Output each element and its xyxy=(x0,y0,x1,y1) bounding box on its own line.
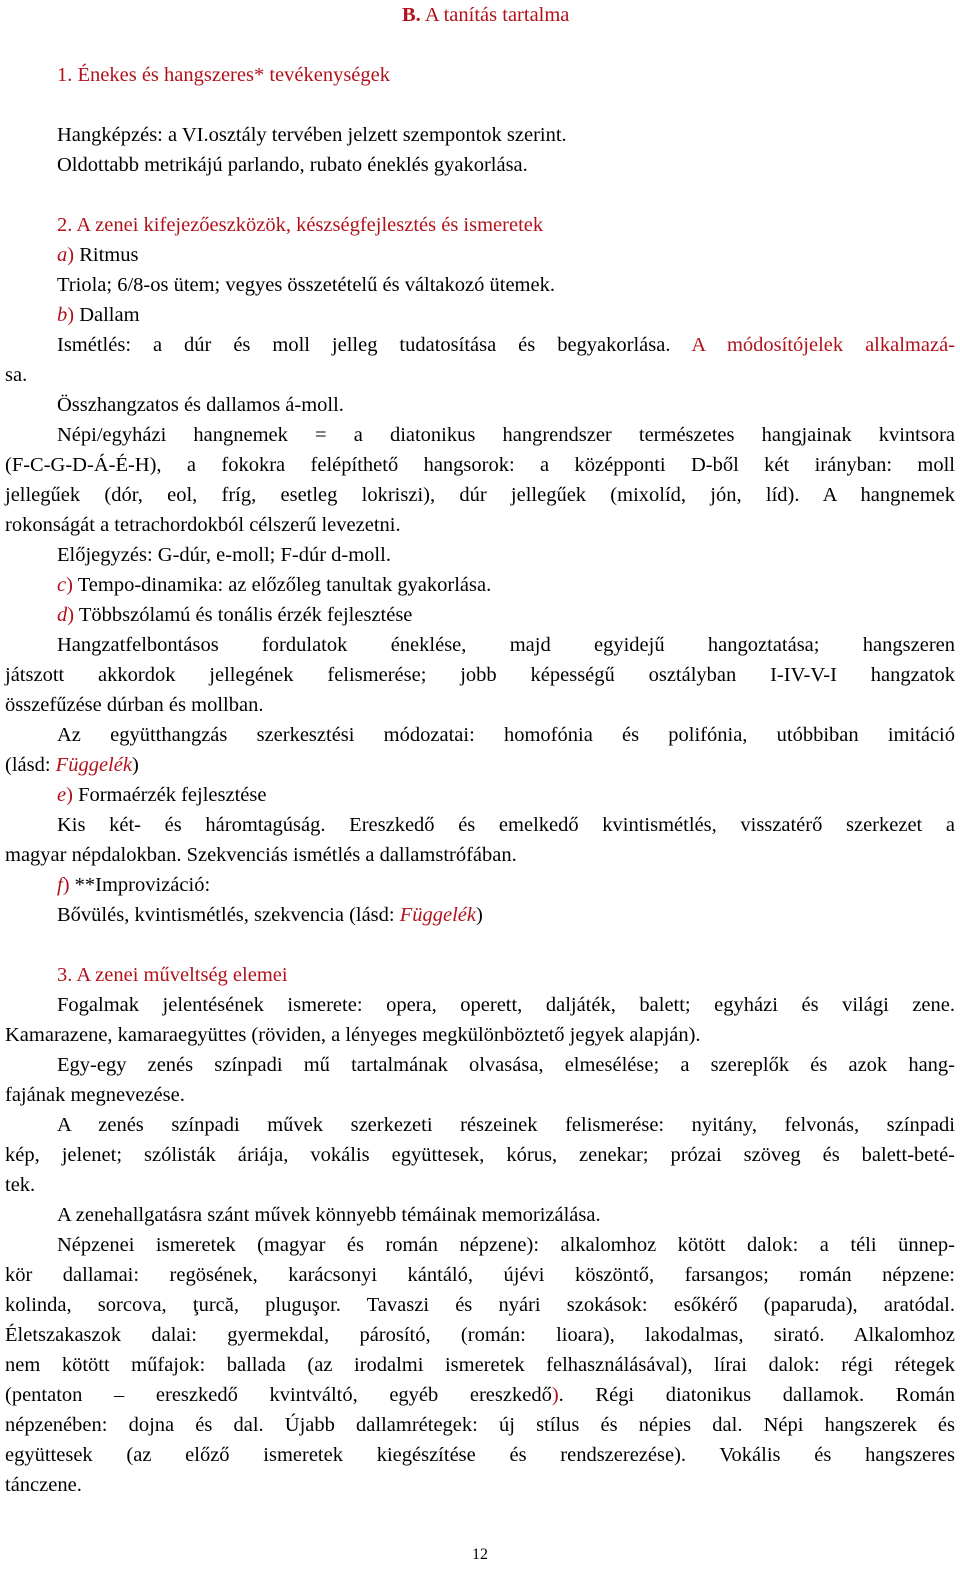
subsection-b-line-3: Összhangzatos és dallamos á-moll. xyxy=(57,394,344,416)
folk-line-1: Népzenei ismeretek (magyar és román népzene): alkalomhoz kötött dalok: a téli ünnep- xyxy=(57,1234,955,1256)
folk-line-2: kör dallamai: regösének, karácsonyi kántáló, újévi köszöntő, farsangos; román népzene: xyxy=(5,1264,955,1286)
subsection-d-heading: d) Többszólamú és tonális érzék fejlesztése xyxy=(57,604,413,626)
section-3-title: A zenei műveltség elemei xyxy=(76,964,288,986)
subsection-e-letter: e xyxy=(57,784,67,806)
folk-line-6: (pentaton – ereszkedő kvintváltó, egyéb ereszkedő). Régi diatonikus dallamok. Román xyxy=(5,1384,955,1406)
section-2-number: 2. xyxy=(57,214,73,236)
subsection-b-letter: b xyxy=(57,304,68,326)
memorize-line: A zenehallgatásra szánt művek könnyebb témáinak memorizálása. xyxy=(57,1204,601,1226)
concepts-line-1: Fogalmak jelentésének ismerete: opera, operett, daljáték, balett; egyházi és világi zene. xyxy=(57,994,955,1016)
structure-line-3: tek. xyxy=(5,1174,36,1196)
subsection-d-title: Többszólamú és tonális érzék fejlesztése xyxy=(78,604,413,626)
header-letter: B. xyxy=(402,4,421,26)
subsection-f-letter: f xyxy=(57,874,63,896)
subsection-c-letter: c xyxy=(57,574,67,596)
subsection-a-title: Ritmus xyxy=(79,244,139,266)
subsection-a-text: Triola; 6/8-os ütem; vegyes összetételű és váltakozó ütemek. xyxy=(57,274,555,296)
subsection-c: c) Tempo-dinamika: az előzőleg tanultak gyakorlása. xyxy=(57,574,492,596)
stage-work-line-1: Egy-egy zenés színpadi mű tartalmának olvasása, elmesélése; a szereplők és azok hang- xyxy=(57,1054,955,1076)
section-2-heading xyxy=(57,212,543,238)
appendix-link[interactable]: Függelék xyxy=(55,754,132,776)
subsection-b-title: Dallam xyxy=(79,304,140,326)
section-2-title: A zenei kifejezőeszközök, készségfejlesztés és ismeretek xyxy=(76,214,544,236)
modes-paragraph-line-2: (F-C-G-D-Á-É-H), a fokokra felépíthető hangsorok: a középponti D-ből két irányban: moll xyxy=(5,454,955,476)
page-number: 12 xyxy=(472,1546,488,1563)
folk-line-8: együttesek (az előző ismeretek kiegészítése és rendszerezése). Vokális és hangszeres xyxy=(5,1444,955,1466)
folk-line-7: népzenében: dojna és dal. Újabb dallamrétegek: új stílus és népies dal. Népi hangszerek és xyxy=(5,1414,955,1436)
subsection-a-heading: a) Ritmus xyxy=(57,244,139,266)
structure-line-1: A zenés színpadi művek szerkezeti részeinek felismerése: nyitány, felvonás, színpadi xyxy=(57,1114,955,1136)
s1-line-1: Hangképzés: a VI.osztály tervében jelzett szempontok szerint. xyxy=(57,124,567,146)
subsection-f-title: **Improvizáció: xyxy=(74,874,211,896)
harmony-paragraph-line-2: játszott akkordok jellegének felismerése; jobb képességű osztályban I-IV-V-I hangzatok xyxy=(5,664,955,686)
modes-paragraph-last: rokonságát a tetrachordokból célszerű levezetni. xyxy=(5,514,401,536)
appendix-link-2[interactable]: Függelék xyxy=(399,904,476,926)
harmony-paragraph-last: összefűzése dúrban és mollban. xyxy=(5,694,264,716)
subsection-b-line-2: sa. xyxy=(5,364,28,386)
section-1-number: 1. xyxy=(57,64,73,86)
folk-line-4: Életszakaszok dalai: gyermekdal, párosító, (román: lioara), lakodalmas, sirató. Alkalomhoz xyxy=(5,1324,955,1346)
form-line-2: magyar népdalokban. Szekvenciás ismétlés a dallamstrófában. xyxy=(5,844,517,866)
subsection-e-title: Formaérzék fejlesztése xyxy=(78,784,267,806)
section-3-number: 3. xyxy=(57,964,73,986)
subsection-b-heading: b) Dallam xyxy=(57,304,140,326)
modes-paragraph-line-1: Népi/egyházi hangnemek = a diatonikus hangrendszer természetes hangjainak kvintsora xyxy=(57,424,955,446)
texture-line-1: Az együtthangzás szerkesztési módozatai: homofónia és polifónia, utóbbiban imitáció xyxy=(57,724,955,746)
subsection-e-heading: e) Formaérzék fejlesztése xyxy=(57,784,267,806)
stage-work-line-2: fajának megnevezése. xyxy=(5,1084,185,1106)
modes-paragraph-line-3: jellegűek (dór, eol, fríg, esetleg lokriszi), dúr jellegűek (mixolíd, jón, líd). A hangnemek xyxy=(5,484,955,506)
section-3-heading xyxy=(57,962,288,988)
subsection-b-line-1: Ismétlés: a dúr és moll jelleg tudatosítása és begyakorlása. A módosítójelek alkalmazá- xyxy=(57,334,955,356)
structure-line-2: kép, jelenet; szólisták áriája, vokális együttesek, kórus, zenekar; prózai szöveg és balett-beté- xyxy=(5,1144,955,1166)
subsection-f-heading: f) **Improvizáció: xyxy=(57,874,211,896)
subsection-c-text: Tempo-dinamika: az előzőleg tanultak gyakorlása. xyxy=(77,574,492,596)
texture-line-2: (lásd: Függelék) xyxy=(5,754,139,776)
subsection-a-letter: a xyxy=(57,244,68,266)
harmony-paragraph-line-1: Hangzatfelbontásos fordulatok éneklése, majd egyidejű hangoztatása; hangszeren xyxy=(57,634,955,656)
key-signature-line: Előjegyzés: G-dúr, e-moll; F-dúr d-moll. xyxy=(57,544,391,566)
section-header xyxy=(402,2,569,28)
concepts-line-2: Kamarazene, kamaraegyüttes (röviden, a lényeges megkülönböztető jegyek alapján). xyxy=(5,1024,701,1046)
s1-line-2: Oldottabb metrikájú parlando, rubato éneklés gyakorlása. xyxy=(57,154,528,176)
header-title: A tanítás tartalma xyxy=(424,4,570,26)
improvisation-text: Bővülés, kvintismétlés, szekvencia (lásd: Függelék) xyxy=(57,904,483,926)
folk-line-3: kolinda, sorcova, ţurcă, pluguşor. Tavaszi és nyári szokások: esőkérő (paparuda), aratódal. xyxy=(5,1294,955,1316)
section-1-heading xyxy=(57,62,390,88)
subsection-d-letter: d xyxy=(57,604,68,626)
form-line-1: Kis két- és háromtagúság. Ereszkedő és emelkedő kvintismétlés, visszatérő szerkezet a xyxy=(57,814,956,836)
folk-line-5: nem kötött műfajok: ballada (az irodalmi ismeretek felhasználásával), lírai dalok: régi rétegek xyxy=(5,1354,955,1376)
folk-line-9: tánczene. xyxy=(5,1474,82,1496)
section-1-title: Énekes és hangszeres* tevékenységek xyxy=(77,64,390,86)
